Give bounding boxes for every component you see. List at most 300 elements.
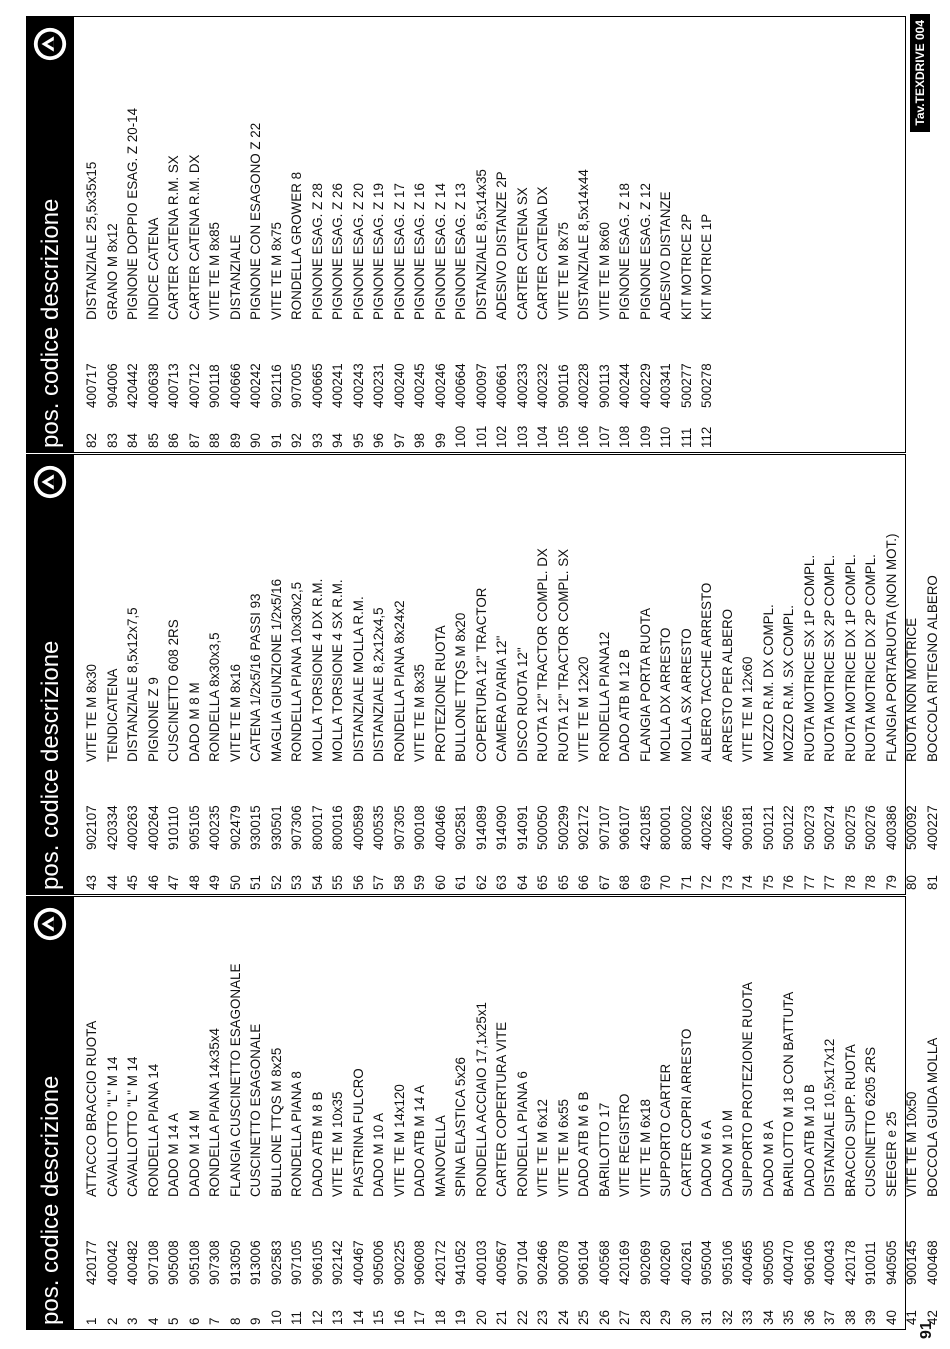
row-pos: 107 <box>596 425 612 448</box>
row-pos: 45 <box>125 875 140 890</box>
table-row <box>759 897 780 1329</box>
row-code: 400468 <box>924 1240 940 1285</box>
table-row <box>451 17 472 452</box>
table-row <box>636 455 657 894</box>
row-description: CARTER CATENA DX <box>535 186 550 320</box>
table-row <box>656 17 677 452</box>
row-pos: 3 <box>125 1317 140 1325</box>
table-row <box>697 897 718 1329</box>
row-description: RONDELLA PIANA 6 <box>514 1071 530 1197</box>
row-description: MANOVELLA <box>432 1115 448 1197</box>
table-row <box>533 455 554 894</box>
row-description: FLANGIA PORTARUOTA (NON MOT.) <box>883 533 899 762</box>
row-pos: 53 <box>289 875 304 890</box>
row-pos: 85 <box>145 433 161 448</box>
table-row <box>820 897 841 1329</box>
table-row <box>882 455 903 894</box>
row-pos: 58 <box>391 875 407 890</box>
row-description: RUOTA MOTRICE SX 2P COMPL. <box>822 554 837 762</box>
table-row <box>472 897 493 1329</box>
row-code: 941052 <box>453 1240 468 1285</box>
row-description: RONDELLA PIANA 14 <box>145 1063 161 1197</box>
row-description: MOLLA DX ARRESTO <box>658 627 673 762</box>
row-description: BOCCOLA GUIDA MOLLA <box>924 1037 940 1197</box>
row-pos: 101 <box>473 425 489 448</box>
table-row <box>144 17 165 452</box>
row-pos: 70 <box>658 875 673 890</box>
table-row <box>246 455 267 894</box>
table-row <box>144 455 165 894</box>
table-row <box>103 897 124 1329</box>
row-description: COPERTURA 12" TRACTOR <box>473 587 489 762</box>
row-pos: 105 <box>555 425 571 448</box>
row-pos: 33 <box>740 1310 755 1325</box>
table-row <box>205 455 226 894</box>
row-code: 500274 <box>822 805 837 850</box>
row-code: 400535 <box>371 805 386 850</box>
row-description: RONDELLA 8x30x3,5 <box>207 632 222 762</box>
header-descrizione: descrizione <box>37 198 64 320</box>
table-row <box>226 17 247 452</box>
table-row <box>431 455 452 894</box>
row-pos: 66 <box>576 875 591 890</box>
table-row <box>267 897 288 1329</box>
row-description: VITE TE M 6x18 <box>637 1099 653 1197</box>
row-code: 914091 <box>514 805 530 850</box>
table-row <box>328 897 349 1329</box>
table-row <box>820 455 841 894</box>
table-row <box>677 455 698 894</box>
row-code: 400567 <box>494 1240 509 1285</box>
row-description: PIGNONE ESAG. Z 19 <box>371 183 386 320</box>
row-code: 500122 <box>781 805 796 850</box>
row-pos: 91 <box>268 433 284 448</box>
row-code: 907107 <box>596 805 612 850</box>
row-description: SPINA ELASTICA 5x26 <box>453 1057 468 1197</box>
row-code: 400241 <box>330 363 345 408</box>
row-code: 400568 <box>596 1240 612 1285</box>
row-code: 400264 <box>145 805 161 850</box>
table-row <box>349 17 370 452</box>
row-pos: 46 <box>145 875 161 890</box>
row-code: 940505 <box>883 1240 899 1285</box>
row-pos: 87 <box>186 433 202 448</box>
row-pos: 29 <box>658 1310 673 1325</box>
row-code: 400245 <box>412 363 427 408</box>
row-pos: 52 <box>268 875 284 890</box>
table-row <box>554 897 575 1329</box>
row-code: 400243 <box>350 363 366 408</box>
row-description: DISTANZIALE 8,5x14x35 <box>473 169 489 320</box>
row-pos: 112 <box>699 426 714 448</box>
row-pos: 8 <box>227 1317 243 1325</box>
table-row <box>595 897 616 1329</box>
row-description: RONDELLA PIANA 14x35x4 <box>207 1028 222 1197</box>
row-description: SUPPORTO PROTEZIONE RUOTA <box>740 981 755 1197</box>
row-pos: 30 <box>678 1310 694 1325</box>
row-pos: 24 <box>555 1310 571 1325</box>
row-code: 500121 <box>760 805 776 850</box>
row-pos: 65 <box>535 875 550 890</box>
row-code: 420442 <box>125 363 140 408</box>
row-code: 902116 <box>268 364 284 408</box>
row-description: ADESIVO DISTANZE <box>658 191 673 320</box>
row-code: 500277 <box>678 363 694 408</box>
row-pos: 13 <box>330 1310 345 1325</box>
row-description: PIGNONE ESAG. Z 18 <box>617 183 632 320</box>
row-pos: 21 <box>494 1310 509 1325</box>
table-row <box>205 897 226 1329</box>
table-row <box>554 17 575 452</box>
row-pos: 44 <box>104 875 120 890</box>
row-code: 907105 <box>289 1240 304 1285</box>
row-description: PIGNONE Z 9 <box>145 677 161 762</box>
row-pos: 75 <box>760 875 776 890</box>
row-description: RONDELLA GROWER 8 <box>289 171 304 320</box>
table-row <box>287 455 308 894</box>
row-description: DISTANZIALE <box>227 234 243 320</box>
row-pos: 37 <box>822 1310 837 1325</box>
row-code: 400712 <box>186 363 202 408</box>
row-pos: 27 <box>617 1310 632 1325</box>
row-pos: 80 <box>904 875 919 890</box>
table-row <box>410 17 431 452</box>
row-description: PIASTRINA FULCRO <box>350 1068 366 1197</box>
row-pos: 65 <box>555 875 571 890</box>
row-code: 500050 <box>535 805 550 850</box>
table-row <box>390 17 411 452</box>
table-row <box>533 17 554 452</box>
row-pos: 5 <box>166 1317 181 1325</box>
row-code: 400638 <box>145 363 161 408</box>
row-pos: 73 <box>719 875 735 890</box>
row-code: 906105 <box>309 1240 325 1285</box>
row-code: 400043 <box>822 1240 837 1285</box>
row-code: 400589 <box>350 805 366 850</box>
row-description: SUPPORTO CARTER <box>658 1063 673 1197</box>
row-description: RUOTA MOTRICE SX 1P COMPL. <box>801 554 817 762</box>
row-description: FLANGIA CUSCINETTO ESAGONALE <box>227 963 243 1197</box>
row-code: 400246 <box>432 363 448 408</box>
row-pos: 96 <box>371 433 386 448</box>
row-pos: 93 <box>309 433 325 448</box>
row-description: ATTACCO BRACCIO RUOTA <box>84 1020 99 1197</box>
row-code: 900108 <box>412 805 427 850</box>
row-description: DISTANZIALE 25,5x35x15 <box>84 161 99 320</box>
row-description: RONDELLA PIANA 10x30x2,5 <box>289 581 304 762</box>
row-code: 400262 <box>699 805 714 850</box>
table-row <box>861 455 882 894</box>
row-code: 500278 <box>699 363 714 408</box>
row-description: MOLLA TORSIONE 4 DX R.M. <box>309 578 325 762</box>
table-row <box>164 897 185 1329</box>
row-code: 910011 <box>863 1241 878 1285</box>
row-pos: 102 <box>494 425 509 448</box>
row-pos: 25 <box>576 1310 591 1325</box>
table-row <box>164 455 185 894</box>
row-pos: 69 <box>637 875 653 890</box>
table-row <box>861 897 882 1329</box>
table-row <box>451 897 472 1329</box>
row-description: CUSCINETTO ESAGONALE <box>248 1023 263 1197</box>
row-description: DADO M 14 A <box>166 1112 181 1197</box>
row-code: 907306 <box>289 805 304 850</box>
header-descrizione: descrizione <box>37 1075 64 1197</box>
row-code: 400386 <box>883 805 899 850</box>
row-pos: 31 <box>699 1310 714 1325</box>
row-code: 930015 <box>248 805 263 850</box>
row-pos: 17 <box>412 1310 427 1325</box>
row-description: VITE TE M 10x35 <box>330 1091 345 1197</box>
row-description: ARRESTO PER ALBERO <box>719 608 735 762</box>
table-row <box>615 455 636 894</box>
parts-table-1 <box>26 896 940 1330</box>
table-row <box>513 455 534 894</box>
row-code: 400235 <box>207 805 222 850</box>
row-description: DADO M 10 A <box>371 1112 386 1197</box>
row-code: 914089 <box>473 805 489 850</box>
row-description: DADO ATB M 10 B <box>801 1084 817 1197</box>
row-description: ALBERO TACCHE ARRESTO <box>699 582 714 762</box>
table-row <box>267 455 288 894</box>
table-row <box>738 455 759 894</box>
row-code: 420172 <box>432 1240 448 1285</box>
row-code: 400265 <box>719 805 735 850</box>
row-code: 905004 <box>699 1240 714 1285</box>
row-description: RONDELLA PIANA12 <box>596 631 612 762</box>
table-row <box>144 897 165 1329</box>
table-row <box>82 455 103 894</box>
row-pos: 55 <box>330 875 345 890</box>
table-row <box>308 455 329 894</box>
row-description: DADO M 10 M <box>719 1109 735 1197</box>
row-code: 400661 <box>494 363 509 408</box>
table-row <box>492 897 513 1329</box>
row-pos: 10 <box>268 1310 284 1325</box>
row-description: ADESIVO DISTANZE 2P <box>494 171 509 320</box>
row-description: VITE TE M 6x12 <box>535 1099 550 1197</box>
row-description: VITE REGISTRO <box>617 1093 632 1197</box>
table-row <box>574 455 595 894</box>
row-pos: 89 <box>227 433 243 448</box>
row-code: 913050 <box>227 1240 243 1285</box>
row-code: 400467 <box>350 1240 366 1285</box>
row-description: CARTER CATENA SX <box>514 187 530 320</box>
row-pos: 68 <box>617 875 632 890</box>
row-description: DISTANZIALE 10,5x17x12 <box>822 1038 837 1197</box>
row-pos: 76 <box>781 875 796 890</box>
row-code: 400233 <box>514 363 530 408</box>
row-pos: 15 <box>371 1310 386 1325</box>
table-row <box>636 17 657 452</box>
row-description: RUOTA 12" TRACTOR COMPL. SX <box>555 548 571 762</box>
row-pos: 14 <box>350 1310 366 1325</box>
row-pos: 74 <box>740 875 755 890</box>
row-description: GRANO M 8x12 <box>104 223 120 320</box>
table-rows <box>82 455 943 894</box>
table-row <box>882 897 903 1329</box>
table-row <box>164 17 185 452</box>
row-pos: 19 <box>453 1310 468 1325</box>
table-row <box>923 455 944 894</box>
row-code: 900078 <box>555 1240 571 1285</box>
row-pos: 99 <box>432 433 448 448</box>
row-pos: 34 <box>760 1310 776 1325</box>
row-pos: 104 <box>535 425 550 448</box>
row-pos: 72 <box>699 875 714 890</box>
table-row <box>431 897 452 1329</box>
row-description: PIGNONE ESAG. Z 17 <box>391 183 407 320</box>
row-code: 910110 <box>166 806 181 850</box>
row-description: DISCO RUOTA 12" <box>514 647 530 762</box>
row-pos: 64 <box>514 875 530 890</box>
row-description: PIGNONE ESAG. Z 13 <box>453 183 468 320</box>
row-description: PROTEZIONE RUOTA <box>432 625 448 762</box>
row-description: VITE TE M 8x75 <box>555 222 571 320</box>
table-row <box>287 17 308 452</box>
row-description: DISTANZIALE 8,2x12x4,5 <box>371 607 386 762</box>
table-row <box>677 897 698 1329</box>
row-pos: 38 <box>842 1310 858 1325</box>
row-description: KIT MOTRICE 1P <box>699 213 714 320</box>
row-code: 400244 <box>617 363 632 408</box>
row-code: 400261 <box>678 1240 694 1285</box>
parts-table-3 <box>26 16 906 453</box>
table-row <box>82 897 103 1329</box>
row-code: 800016 <box>330 805 345 850</box>
row-description: RUOTA NON MOTRICE <box>904 617 919 762</box>
table-row <box>533 897 554 1329</box>
row-pos: 63 <box>494 875 509 890</box>
table-row <box>82 17 103 452</box>
row-pos: 23 <box>535 1310 550 1325</box>
row-description: DADO M 8 M <box>186 682 202 762</box>
row-code: 400482 <box>125 1240 140 1285</box>
row-pos: 109 <box>637 425 653 448</box>
table-row <box>656 897 677 1329</box>
row-code: 905005 <box>760 1240 776 1285</box>
row-code: 907305 <box>391 805 407 850</box>
row-pos: 57 <box>371 875 386 890</box>
row-description: DADO ATB M 6 B <box>576 1091 591 1197</box>
row-description: INDICE CATENA <box>145 217 161 320</box>
row-code: 907308 <box>207 1240 222 1285</box>
table-row <box>431 17 452 452</box>
row-description: VITE TE M 12x20 <box>576 656 591 762</box>
row-pos: 56 <box>350 875 366 890</box>
table-row <box>574 897 595 1329</box>
row-code: 400713 <box>166 363 181 408</box>
row-code: 902581 <box>453 805 468 850</box>
row-pos: 79 <box>883 875 899 890</box>
row-description: CAMERA D'ARIA 12" <box>494 635 509 762</box>
row-description: DISTANZIALE MOLLA R.M. <box>350 596 366 762</box>
row-description: PIGNONE ESAG. Z 12 <box>637 183 653 320</box>
table-row <box>492 455 513 894</box>
table-row <box>492 17 513 452</box>
table-row <box>513 17 534 452</box>
table-row <box>103 455 124 894</box>
row-code: 800001 <box>658 805 673 850</box>
row-code: 905106 <box>719 1240 735 1285</box>
row-description: CARTER CATENA R.M. SX <box>166 155 181 320</box>
row-description: MOLLA TORSIONE 4 SX R.M. <box>330 579 345 762</box>
table-row <box>226 897 247 1329</box>
row-pos: 88 <box>207 433 222 448</box>
row-description: PIGNONE ESAG. Z 14 <box>432 183 448 320</box>
row-description: VITE TE M 6x55 <box>555 1099 571 1197</box>
row-pos: 11 <box>289 1311 304 1325</box>
table-row <box>287 897 308 1329</box>
table-row <box>410 455 431 894</box>
row-code: 400229 <box>637 363 653 408</box>
row-code: 400232 <box>535 363 550 408</box>
row-description: KIT MOTRICE 2P <box>678 213 694 320</box>
row-code: 800002 <box>678 805 694 850</box>
row-description: VITE TE M 14x120 <box>391 1084 407 1197</box>
row-pos: 2 <box>104 1317 120 1325</box>
row-code: 500299 <box>555 805 571 850</box>
row-pos: 92 <box>289 433 304 448</box>
table-row <box>451 455 472 894</box>
row-description: CARTER CATENA R.M. DX <box>186 154 202 320</box>
table-row <box>574 17 595 452</box>
table-row <box>267 17 288 452</box>
table-row <box>718 455 739 894</box>
row-description: CAVALLOTTO "L" M 14 <box>104 1056 120 1197</box>
header-pos-codice: pos. codice <box>37 1203 64 1325</box>
row-code: 906008 <box>412 1240 427 1285</box>
table-row <box>349 897 370 1329</box>
table-row <box>185 897 206 1329</box>
table-row <box>246 17 267 452</box>
row-description: DADO ATB M 8 B <box>309 1091 325 1197</box>
table-row <box>472 455 493 894</box>
row-code: 400228 <box>576 363 591 408</box>
row-pos: 22 <box>514 1310 530 1325</box>
row-code: 900225 <box>391 1240 407 1285</box>
row-code: 400242 <box>248 363 263 408</box>
row-pos: 84 <box>125 433 140 448</box>
row-description: PIGNONE ESAG. Z 28 <box>309 183 325 320</box>
table-row <box>410 897 431 1329</box>
row-code: 400231 <box>371 363 386 408</box>
row-code: 500275 <box>842 805 858 850</box>
row-code: 906106 <box>801 1240 817 1285</box>
table-row <box>800 455 821 894</box>
page-number: 91 <box>918 1321 935 1339</box>
row-code: 400263 <box>125 805 140 850</box>
row-code: 902583 <box>268 1240 284 1285</box>
tav-label: Tav.TEXDRIVE 004 <box>910 14 930 132</box>
row-pos: 95 <box>350 433 366 448</box>
row-code: 914090 <box>494 805 509 850</box>
row-code: 905108 <box>186 1240 202 1285</box>
row-pos: 6 <box>186 1317 202 1325</box>
row-description: BARILOTTO M 18 CON BATTUTA <box>781 991 796 1197</box>
row-code: 906107 <box>617 805 632 850</box>
table-row <box>923 897 944 1329</box>
row-description: BULLONE TTQS M 8x20 <box>453 612 468 762</box>
table-header <box>27 17 74 452</box>
row-pos: 35 <box>781 1310 796 1325</box>
row-code: 907104 <box>514 1240 530 1285</box>
table-row <box>841 897 862 1329</box>
row-code: 902466 <box>535 1240 550 1285</box>
row-pos: 28 <box>637 1310 653 1325</box>
table-row <box>554 455 575 894</box>
row-code: 902479 <box>227 805 243 850</box>
